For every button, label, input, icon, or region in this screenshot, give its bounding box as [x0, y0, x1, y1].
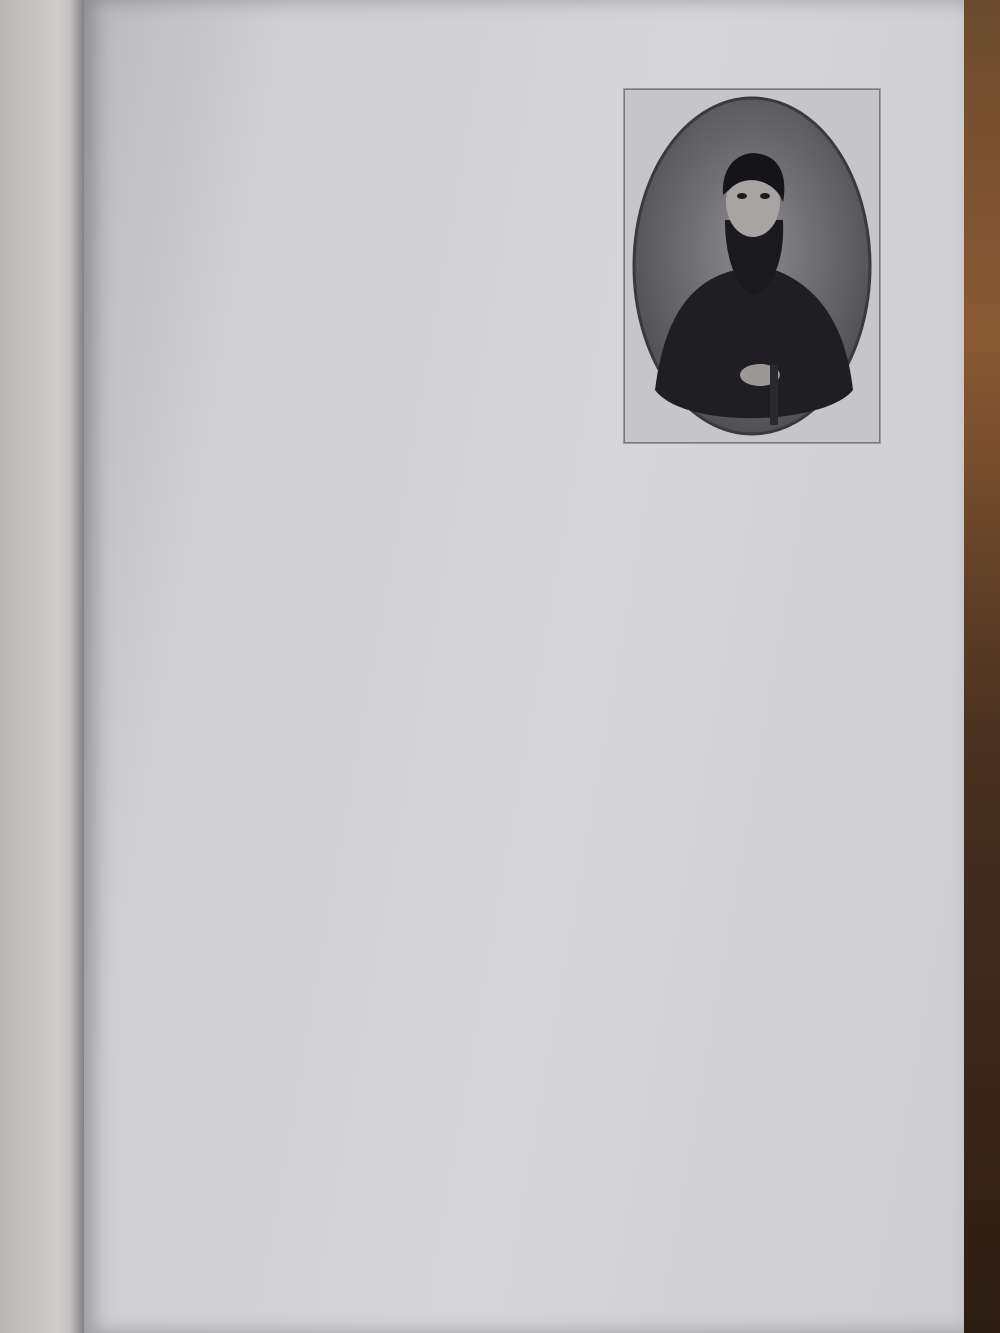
book-page: [84, 0, 964, 1333]
left-page: [0, 0, 96, 1333]
portrait-illustration: [624, 89, 880, 443]
portrait-icon: [625, 90, 879, 442]
table-background: [960, 0, 1000, 1333]
